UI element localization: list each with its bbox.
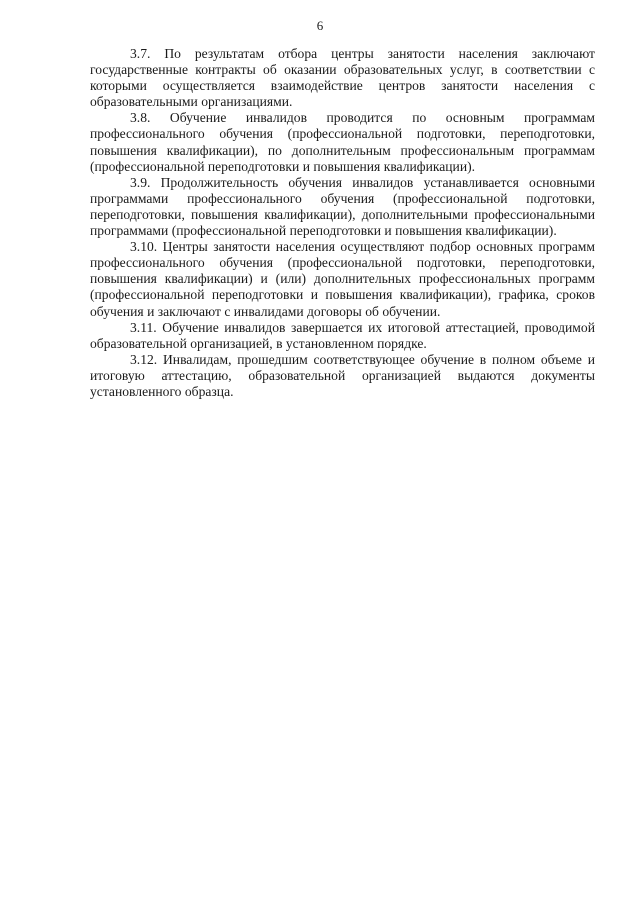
document-body	[90, 46, 595, 400]
paragraph-3-12: 3.12. Инвалидам, прошедшим соответствующее обучение в полном объеме и итоговую аттестацию, образовательной организацией выдаются документы установленного образца.	[90, 351, 595, 399]
paragraph-3-7: 3.7. По результатам отбора центры занятости населения заключают государственные контракты об оказании образовательных услуг, в соответствии с которыми осуществляется взаимодействие центров занятости населения с образовательными организациями.	[90, 46, 595, 110]
paragraph-3-9: 3.9. Продолжительность обучения инвалидов устанавливается основными программами профессионального обучения (профессиональной подготовки, переподготовки, повышения квалификации), дополнительными профессиональными программами (профессиональной переподготовки и повышения квалификации).	[90, 174, 595, 239]
paragraph-3-10: 3.10. Центры занятости населения осуществляют подбор основных программ профессионального обучения (профессиональной подготовки, переподготовки, повышения квалификации) и (или) дополнительных профессиональных программ (профессиональной переподготовки и повышения квалификации), графика, сроков обучения и заключают с инвалидами договоры об обучении.	[90, 239, 595, 319]
page-number: 6	[316, 18, 324, 33]
paragraph-3-8: 3.8. Обучение инвалидов проводится по основным программам профессионального обучения (профессиональной подготовки, переподготовки, повышения квалификации), по дополнительным профессиональным программам (профессиональной переподготовки и повышения квалификации).	[90, 110, 595, 174]
paragraph-3-11: 3.11. Обучение инвалидов завершается их итоговой аттестацией, проводимой образовательной организацией, в установленном порядке.	[90, 319, 595, 351]
